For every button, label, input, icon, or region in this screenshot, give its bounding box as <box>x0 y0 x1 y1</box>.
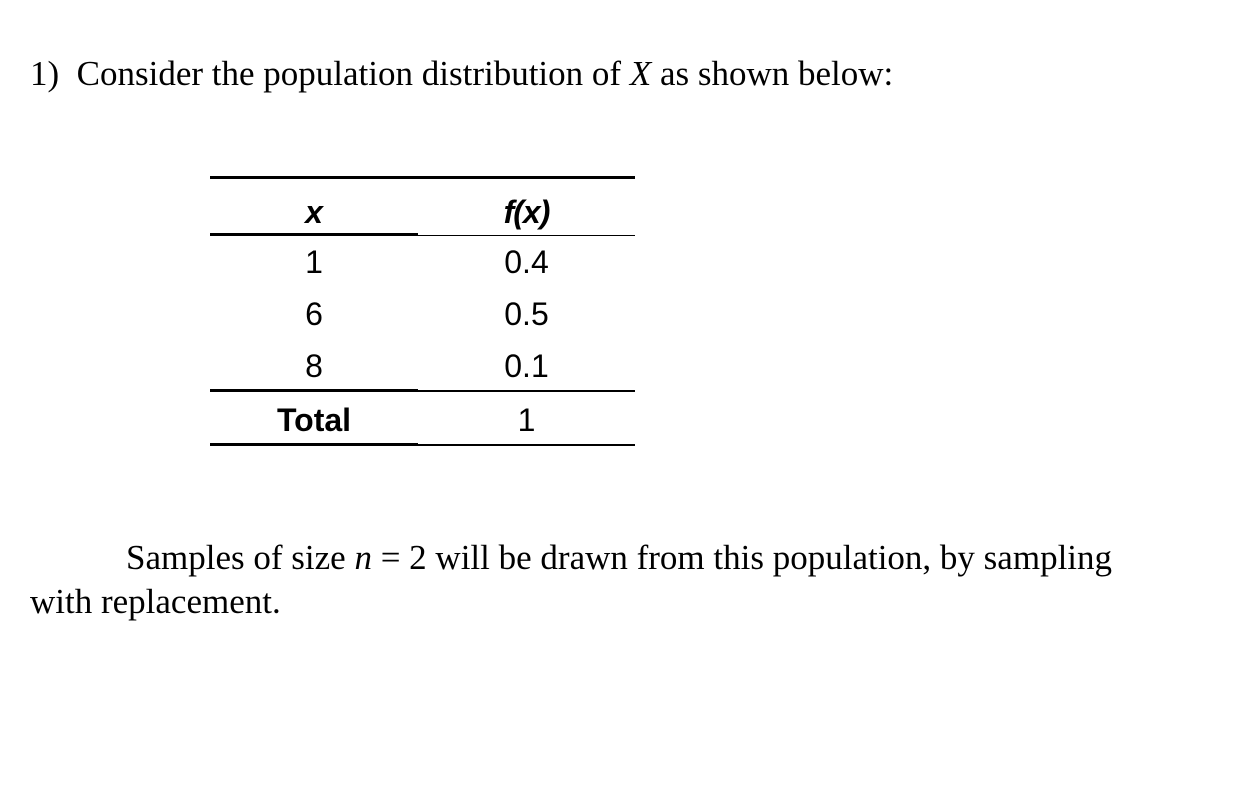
cell-x: 8 <box>210 340 418 392</box>
header-x: x <box>210 179 418 236</box>
cell-fx: 0.4 <box>504 244 549 280</box>
total-label: Total <box>210 392 418 446</box>
note-part1: Samples of size <box>126 538 346 577</box>
distribution-table <box>210 176 635 446</box>
note-part2: = 2 will be drawn from this population, by sampling <box>380 538 1113 577</box>
note-variable: n <box>354 538 372 577</box>
sampling-note-line2: with replacement. <box>30 582 281 621</box>
question-heading <box>30 52 893 96</box>
table-header-row <box>210 176 635 236</box>
cell-fx: 0.1 <box>418 340 635 392</box>
header-fx: f(x) <box>418 179 635 236</box>
question-number: 1) <box>30 54 60 93</box>
cell-x: 6 <box>305 296 323 332</box>
table-total-row <box>210 392 635 446</box>
cell-fx: 0.5 <box>504 296 549 332</box>
question-variable: X <box>629 54 652 93</box>
cell-x: 1 <box>305 244 323 280</box>
question-text-before: Consider the population distribution of <box>76 54 622 93</box>
table-row <box>210 288 635 340</box>
table-row <box>210 340 635 392</box>
table-row <box>210 236 635 288</box>
sampling-note <box>30 536 1190 624</box>
sampling-note-line1 <box>30 536 1190 580</box>
total-value: 1 <box>418 392 635 446</box>
question-text-after: as shown below: <box>659 54 894 93</box>
